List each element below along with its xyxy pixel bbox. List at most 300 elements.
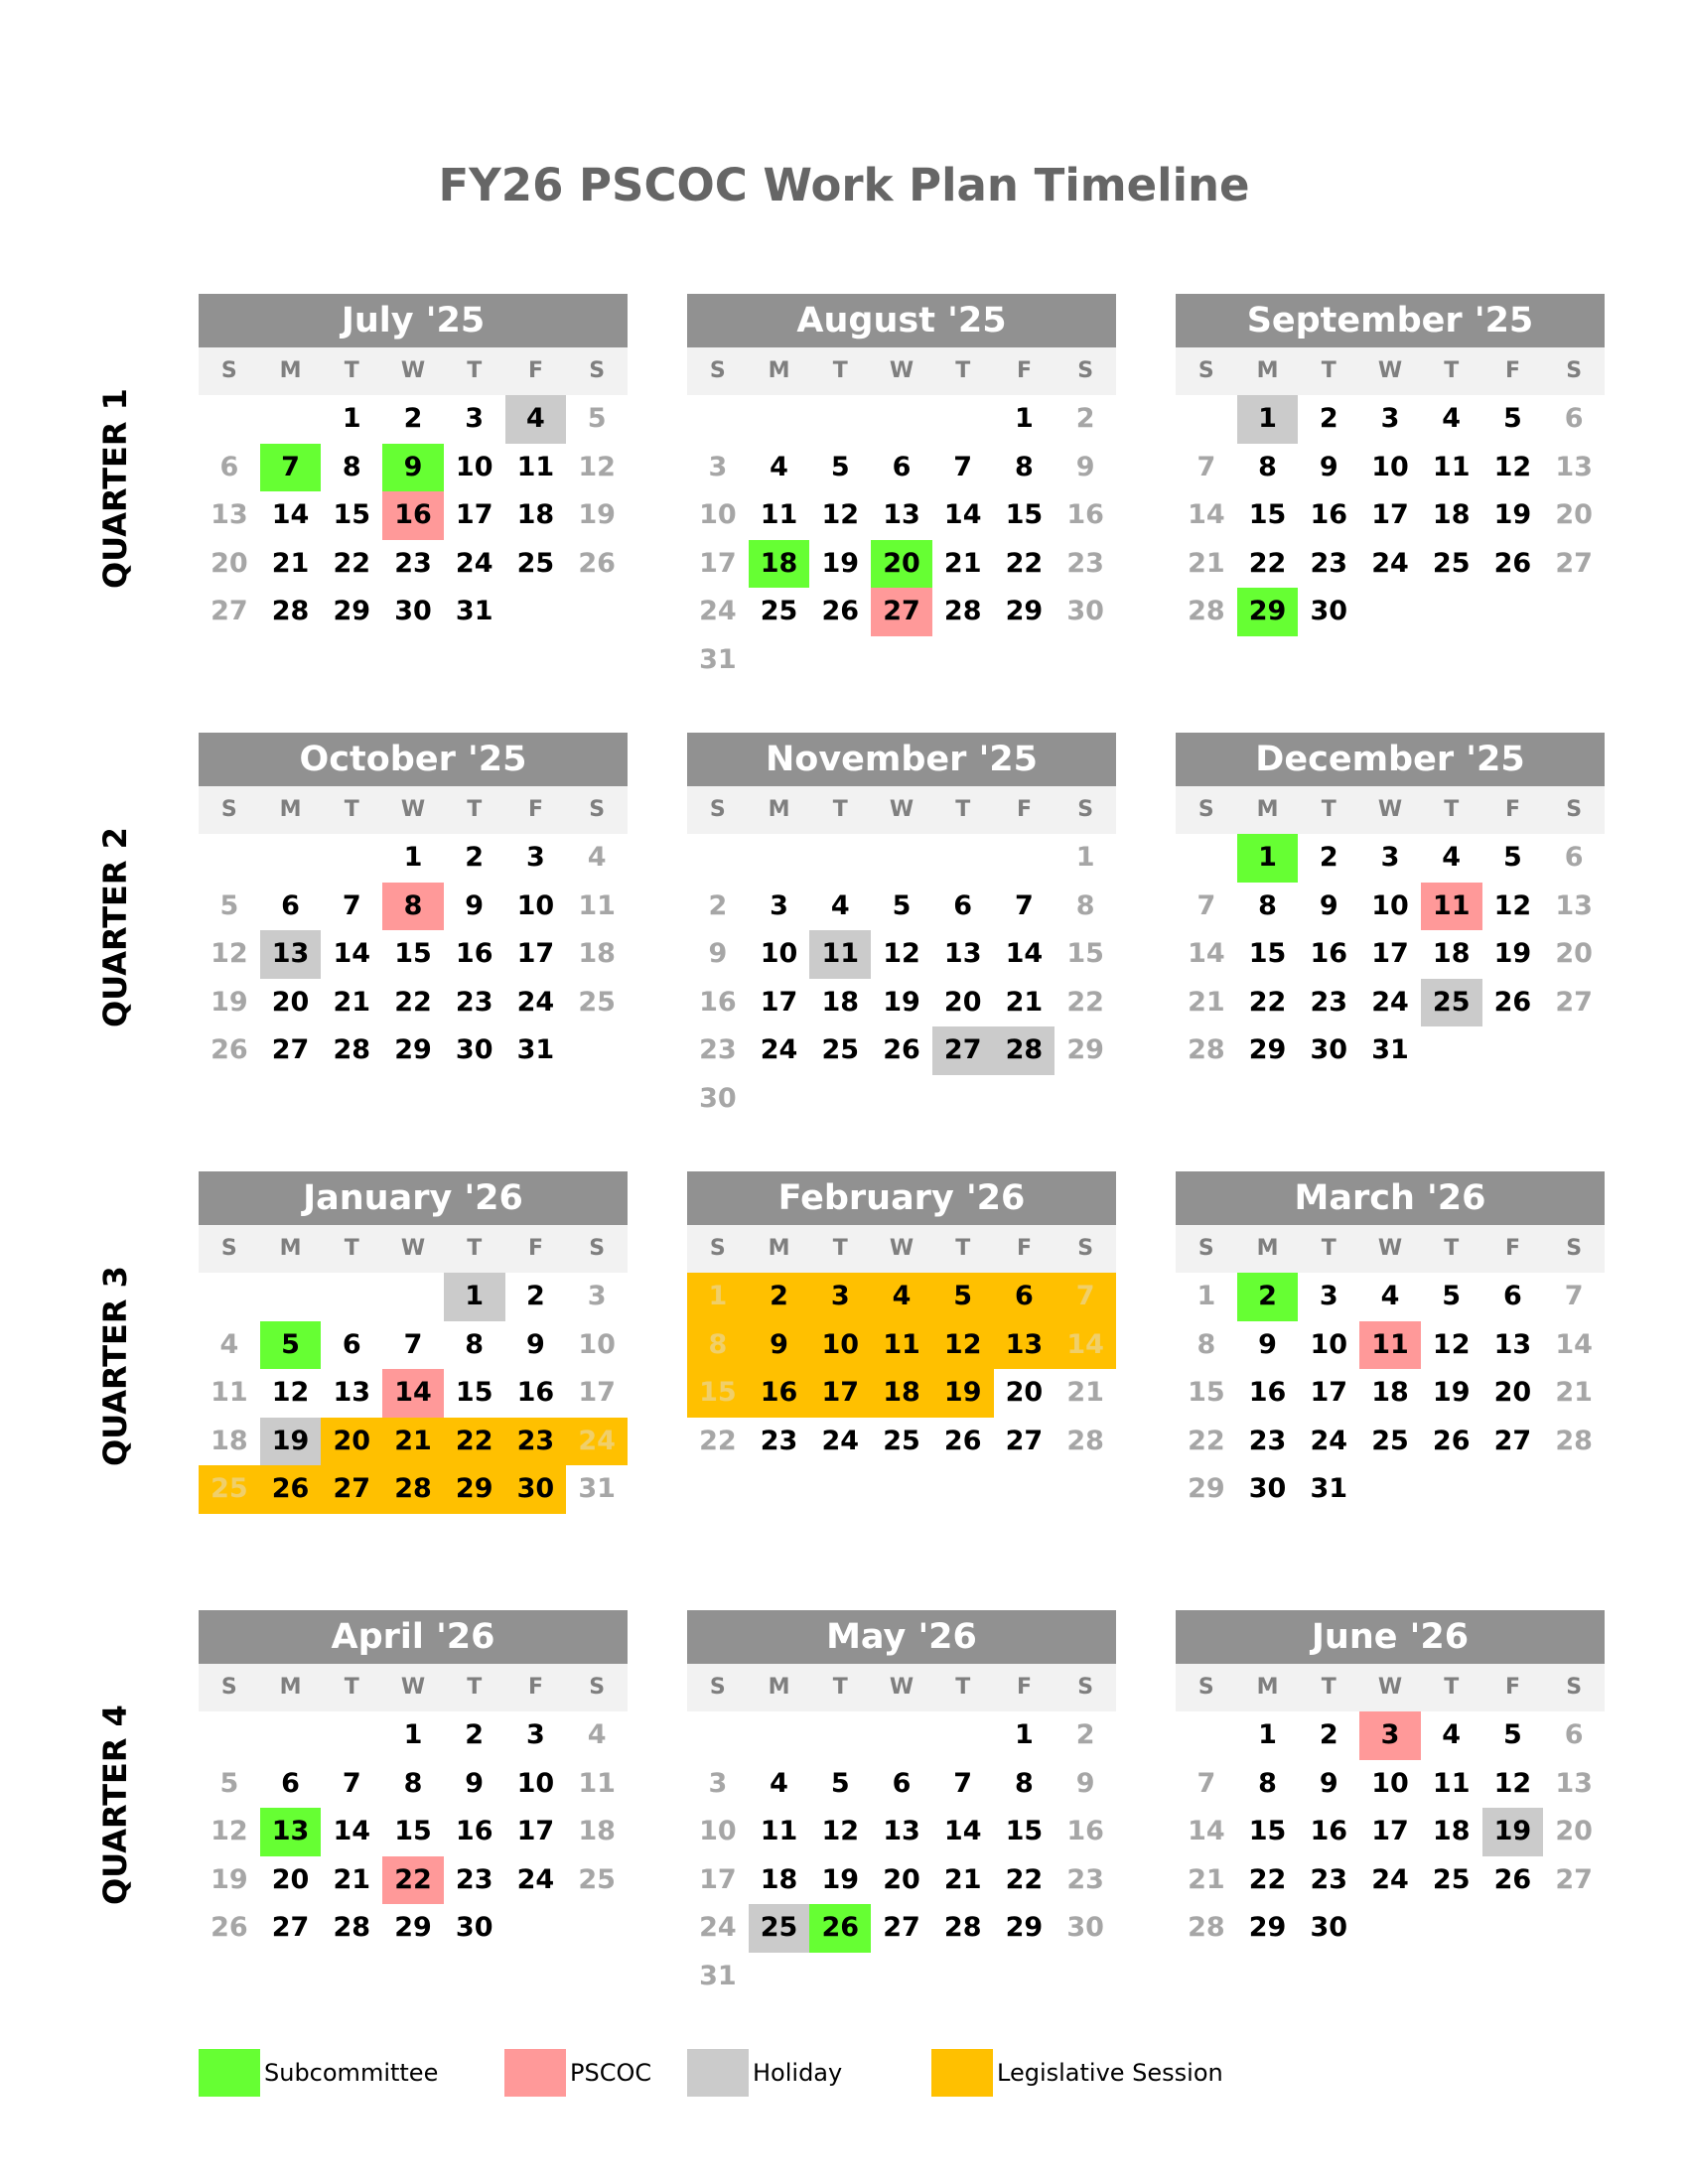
day-cell: 2 <box>708 889 728 921</box>
weekday-label: S <box>1566 1675 1583 1700</box>
day-cell: 3 <box>708 451 728 482</box>
day-cell: 1 <box>1075 842 1095 873</box>
weekday-label: S <box>589 1675 606 1700</box>
day-cell: 30 <box>699 1082 737 1114</box>
day-cell: 12 <box>932 1321 994 1370</box>
weekday-row <box>199 786 628 834</box>
day-cell: 9 <box>1319 889 1338 921</box>
day-cell: 12 <box>883 938 920 970</box>
day-cell: 28 <box>271 596 310 627</box>
day-cell: 11 <box>809 930 871 979</box>
day-cell: 16 <box>1066 499 1104 531</box>
day-grid <box>199 1273 628 1514</box>
weekday-label: W <box>889 1675 914 1700</box>
day-cell: 12 <box>271 1377 310 1409</box>
day-cell: 13 <box>1555 889 1593 921</box>
weekday-label: T <box>467 1236 483 1261</box>
day-cell: 14 <box>1188 1816 1225 1847</box>
day-cell: 21 <box>1066 1377 1104 1409</box>
day-cell: 2 <box>1237 1273 1299 1321</box>
month-header: June '26 <box>1176 1610 1605 1664</box>
day-cell: 5 <box>830 451 850 482</box>
day-cell: 29 <box>394 1912 432 1944</box>
day-cell: 27 <box>1555 986 1593 1018</box>
day-cell: 5 <box>587 403 607 434</box>
weekday-label: T <box>955 358 971 383</box>
weekday-label: F <box>1016 358 1032 383</box>
weekday-label: S <box>589 358 606 383</box>
day-cell: 20 <box>271 1863 310 1895</box>
day-cell: 18 <box>1432 938 1471 970</box>
day-cell: 2 <box>1319 842 1338 873</box>
weekday-label: S <box>709 358 726 383</box>
weekday-label: T <box>832 1675 848 1700</box>
weekday-label: S <box>1077 1236 1094 1261</box>
day-cell: 18 <box>1371 1377 1409 1409</box>
day-cell: 20 <box>1005 1377 1044 1409</box>
day-cell: 28 <box>1555 1425 1593 1456</box>
weekday-label: M <box>1256 358 1279 383</box>
day-cell: 3 <box>708 1767 728 1799</box>
day-grid <box>1176 1711 1605 1953</box>
month-header: October '25 <box>199 733 628 786</box>
month-calendar <box>1176 1610 1605 1953</box>
day-cell: 24 <box>1371 1863 1409 1895</box>
day-cell: 23 <box>1066 1863 1104 1895</box>
day-cell: 9 <box>1319 451 1338 482</box>
day-cell: 10 <box>516 889 555 921</box>
empty-cell <box>321 834 382 883</box>
weekday-label: T <box>1444 1236 1460 1261</box>
day-cell: 6 <box>1503 1281 1522 1311</box>
day-cell: 30 <box>455 1034 493 1066</box>
day-cell: 16 <box>749 1369 810 1418</box>
weekday-row <box>199 1664 628 1711</box>
weekday-label: M <box>1256 1675 1279 1700</box>
day-cell: 20 <box>1555 1816 1593 1847</box>
weekday-label: W <box>889 797 914 822</box>
day-cell: 8 <box>1258 1767 1277 1799</box>
weekday-label: T <box>1321 358 1336 383</box>
day-cell: 30 <box>1248 1473 1287 1505</box>
weekday-label: F <box>527 1236 543 1261</box>
day-cell: 14 <box>1188 499 1225 531</box>
weekday-label: T <box>344 1675 359 1700</box>
day-cell: 14 <box>1555 1328 1593 1360</box>
day-cell: 18 <box>516 499 555 531</box>
day-cell: 21 <box>1188 986 1225 1018</box>
day-cell: 2 <box>749 1273 810 1321</box>
day-cell: 15 <box>455 1377 493 1409</box>
day-cell: 22 <box>1248 986 1287 1018</box>
day-cell: 20 <box>211 547 248 579</box>
day-cell: 28 <box>333 1912 371 1944</box>
day-cell: 26 <box>211 1912 248 1944</box>
empty-cell <box>1176 834 1237 883</box>
day-cell: 1 <box>403 842 423 873</box>
day-cell: 21 <box>943 1863 982 1895</box>
day-cell: 16 <box>1066 1816 1104 1847</box>
day-cell: 2 <box>1075 1719 1095 1750</box>
day-cell: 4 <box>770 1767 788 1799</box>
month-header: May '26 <box>687 1610 1116 1664</box>
empty-cell <box>749 834 810 883</box>
day-cell: 10 <box>1371 451 1409 482</box>
day-cell: 28 <box>333 1034 371 1066</box>
weekday-label: W <box>400 1236 426 1261</box>
day-cell: 21 <box>1005 986 1044 1018</box>
day-cell: 27 <box>321 1465 382 1514</box>
empty-cell <box>1176 1711 1237 1760</box>
empty-cell <box>871 834 932 883</box>
weekday-label: S <box>220 797 237 822</box>
day-cell: 19 <box>1493 938 1532 970</box>
day-cell: 16 <box>1310 1816 1348 1847</box>
day-grid <box>1176 1273 1605 1514</box>
day-cell: 25 <box>821 1034 860 1066</box>
day-cell: 19 <box>211 986 248 1018</box>
empty-cell <box>321 1711 382 1760</box>
empty-cell <box>260 1711 322 1760</box>
day-cell: 5 <box>260 1321 322 1370</box>
weekday-label: T <box>832 358 848 383</box>
weekday-label: F <box>1016 797 1032 822</box>
day-cell: 26 <box>821 596 860 627</box>
weekday-label: S <box>589 797 606 822</box>
legend-item <box>199 2049 438 2097</box>
day-cell: 15 <box>1066 938 1104 970</box>
day-cell: 17 <box>516 938 555 970</box>
weekday-label: W <box>1377 797 1403 822</box>
weekday-label: S <box>220 1675 237 1700</box>
weekday-label: F <box>1016 1236 1032 1261</box>
day-cell: 14 <box>943 1816 982 1847</box>
day-cell: 1 <box>1237 834 1299 883</box>
quarter-label-text: QUARTER 2 <box>96 827 134 1027</box>
weekday-label: M <box>768 358 790 383</box>
day-cell: 8 <box>1258 451 1277 482</box>
day-cell: 1 <box>403 1719 423 1750</box>
day-cell: 18 <box>760 1863 798 1895</box>
weekday-label: T <box>1321 797 1336 822</box>
day-cell: 21 <box>382 1418 444 1466</box>
day-cell: 17 <box>1371 1816 1409 1847</box>
day-cell: 23 <box>699 1034 737 1066</box>
day-cell: 26 <box>260 1465 322 1514</box>
day-cell: 4 <box>770 451 788 482</box>
day-cell: 15 <box>394 1816 432 1847</box>
weekday-label: S <box>1077 797 1094 822</box>
empty-cell <box>382 1273 444 1321</box>
weekday-label: F <box>527 358 543 383</box>
day-cell: 26 <box>809 1904 871 1953</box>
day-grid <box>199 395 628 636</box>
empty-cell <box>932 395 994 444</box>
weekday-label: F <box>1504 797 1520 822</box>
day-cell: 24 <box>566 1418 628 1466</box>
day-cell: 23 <box>505 1418 567 1466</box>
weekday-label: S <box>1197 1675 1214 1700</box>
day-cell: 13 <box>211 499 248 531</box>
day-cell: 1 <box>1258 1719 1277 1750</box>
day-grid <box>687 1711 1116 2001</box>
weekday-label: T <box>1321 1675 1336 1700</box>
day-cell: 20 <box>1555 938 1593 970</box>
weekday-row <box>199 347 628 395</box>
day-cell: 24 <box>1371 547 1409 579</box>
day-cell: 3 <box>1380 842 1400 873</box>
weekday-label: F <box>1504 358 1520 383</box>
day-cell: 25 <box>516 547 555 579</box>
weekday-label: T <box>1444 797 1460 822</box>
day-cell: 24 <box>516 1863 555 1895</box>
day-cell: 13 <box>1555 451 1593 482</box>
day-cell: 22 <box>1066 986 1104 1018</box>
day-cell: 7 <box>1196 451 1216 482</box>
day-cell: 1 <box>1196 1281 1216 1311</box>
legend-label: Legislative Session <box>997 2059 1223 2087</box>
day-cell: 8 <box>1015 1767 1034 1799</box>
day-cell: 26 <box>883 1034 920 1066</box>
day-cell: 28 <box>1188 596 1225 627</box>
day-cell: 22 <box>1005 547 1044 579</box>
day-cell: 9 <box>465 889 485 921</box>
month-calendar <box>687 1171 1116 1465</box>
day-cell: 9 <box>1258 1328 1277 1360</box>
day-cell: 4 <box>830 889 850 921</box>
day-cell: 11 <box>578 889 616 921</box>
weekday-label: F <box>1504 1236 1520 1261</box>
day-cell: 24 <box>821 1425 860 1456</box>
day-cell: 16 <box>1310 938 1348 970</box>
weekday-label: W <box>400 1675 426 1700</box>
day-cell: 6 <box>892 1767 912 1799</box>
day-cell: 4 <box>871 1273 932 1321</box>
month-header: September '25 <box>1176 294 1605 347</box>
day-cell: 27 <box>271 1912 310 1944</box>
month-calendar <box>199 1171 628 1514</box>
weekday-label: W <box>1377 1236 1403 1261</box>
day-grid <box>199 834 628 1075</box>
day-cell: 17 <box>1371 499 1409 531</box>
day-cell: 2 <box>465 1719 485 1750</box>
month-calendar <box>687 294 1116 685</box>
day-cell: 27 <box>1493 1425 1532 1456</box>
weekday-row <box>687 1225 1116 1273</box>
empty-cell <box>1176 395 1237 444</box>
day-cell: 17 <box>1371 938 1409 970</box>
day-cell: 1 <box>1015 403 1034 434</box>
month-header: July '25 <box>199 294 628 347</box>
day-cell: 11 <box>578 1767 616 1799</box>
day-cell: 20 <box>271 986 310 1018</box>
weekday-label: S <box>589 1236 606 1261</box>
day-cell: 12 <box>578 451 616 482</box>
day-cell: 26 <box>943 1425 982 1456</box>
day-cell: 30 <box>455 1912 493 1944</box>
day-cell: 9 <box>749 1321 810 1370</box>
day-cell: 24 <box>1371 986 1409 1018</box>
day-cell: 11 <box>1432 1767 1471 1799</box>
day-cell: 11 <box>211 1377 248 1409</box>
day-cell: 11 <box>871 1321 932 1370</box>
day-cell: 25 <box>1432 1863 1471 1895</box>
legend-item <box>504 2049 651 2097</box>
day-cell: 22 <box>1248 547 1287 579</box>
empty-cell <box>749 1711 810 1760</box>
day-cell: 19 <box>932 1369 994 1418</box>
day-cell: 13 <box>883 499 920 531</box>
weekday-label: S <box>1566 797 1583 822</box>
day-cell: 17 <box>455 499 493 531</box>
day-cell: 4 <box>1442 1719 1462 1750</box>
day-cell: 10 <box>809 1321 871 1370</box>
day-cell: 23 <box>455 1863 493 1895</box>
day-cell: 1 <box>444 1273 505 1321</box>
day-cell: 25 <box>749 1904 810 1953</box>
day-cell: 22 <box>1188 1425 1225 1456</box>
day-cell: 10 <box>760 938 798 970</box>
weekday-row <box>687 347 1116 395</box>
weekday-label: W <box>400 358 426 383</box>
weekday-label: W <box>400 797 426 822</box>
day-cell: 23 <box>1310 1863 1348 1895</box>
weekday-label: M <box>279 358 302 383</box>
day-cell: 7 <box>403 1328 423 1360</box>
day-cell: 30 <box>1066 1912 1104 1944</box>
weekday-label: T <box>1444 358 1460 383</box>
day-cell: 7 <box>1564 1281 1584 1311</box>
month-header: February '26 <box>687 1171 1116 1225</box>
month-calendar <box>1176 733 1605 1075</box>
day-cell: 25 <box>1421 979 1482 1027</box>
day-cell: 8 <box>1258 889 1277 921</box>
month-calendar <box>199 294 628 636</box>
day-cell: 22 <box>394 986 432 1018</box>
day-cell: 3 <box>526 1719 545 1750</box>
day-cell: 20 <box>1555 499 1593 531</box>
day-cell: 29 <box>1248 1912 1287 1944</box>
weekday-row <box>687 1664 1116 1711</box>
weekday-label: M <box>768 1675 790 1700</box>
day-cell: 27 <box>1005 1425 1044 1456</box>
day-cell: 8 <box>382 883 444 931</box>
empty-cell <box>809 1711 871 1760</box>
day-cell: 4 <box>1442 842 1462 873</box>
weekday-row <box>199 1225 628 1273</box>
day-cell: 31 <box>578 1473 616 1505</box>
day-cell: 1 <box>342 403 361 434</box>
empty-cell <box>809 834 871 883</box>
weekday-label: T <box>955 797 971 822</box>
day-cell: 11 <box>760 499 798 531</box>
day-cell: 27 <box>1555 547 1593 579</box>
day-cell: 29 <box>394 1034 432 1066</box>
weekday-label: F <box>527 797 543 822</box>
day-cell: 4 <box>587 842 607 873</box>
day-cell: 28 <box>382 1465 444 1514</box>
day-cell: 7 <box>260 444 322 492</box>
day-cell: 31 <box>516 1034 555 1066</box>
day-cell: 30 <box>505 1465 567 1514</box>
day-cell: 21 <box>943 547 982 579</box>
day-cell: 5 <box>219 889 239 921</box>
day-cell: 7 <box>1055 1273 1116 1321</box>
day-cell: 10 <box>699 499 737 531</box>
day-cell: 15 <box>1005 499 1044 531</box>
day-cell: 7 <box>1015 889 1034 921</box>
day-cell: 4 <box>505 395 567 444</box>
day-cell: 10 <box>699 1816 737 1847</box>
day-cell: 3 <box>770 889 788 921</box>
day-cell: 23 <box>455 986 493 1018</box>
month-calendar <box>1176 1171 1605 1514</box>
day-grid <box>687 834 1116 1124</box>
day-cell: 3 <box>1359 1711 1421 1760</box>
day-cell: 1 <box>687 1273 749 1321</box>
day-cell: 23 <box>1066 547 1104 579</box>
day-cell: 11 <box>516 451 555 482</box>
day-cell: 15 <box>687 1369 749 1418</box>
day-cell: 30 <box>1066 596 1104 627</box>
day-cell: 10 <box>1371 889 1409 921</box>
weekday-label: W <box>1377 1675 1403 1700</box>
day-cell: 2 <box>1075 403 1095 434</box>
day-cell: 4 <box>1442 403 1462 434</box>
day-cell: 18 <box>749 540 810 589</box>
month-header: January '26 <box>199 1171 628 1225</box>
day-cell: 21 <box>333 986 371 1018</box>
day-cell: 7 <box>953 1767 973 1799</box>
weekday-label: T <box>467 797 483 822</box>
day-grid <box>1176 395 1605 636</box>
weekday-label: W <box>889 358 914 383</box>
day-cell: 18 <box>1432 1816 1471 1847</box>
weekday-label: W <box>1377 358 1403 383</box>
day-cell: 30 <box>394 596 432 627</box>
day-cell: 14 <box>943 499 982 531</box>
weekday-label: S <box>1566 358 1583 383</box>
day-cell: 24 <box>699 596 737 627</box>
weekday-label: S <box>220 1236 237 1261</box>
day-cell: 18 <box>211 1425 248 1456</box>
day-cell: 23 <box>1248 1425 1287 1456</box>
legend-label: Subcommittee <box>264 2059 439 2087</box>
day-cell: 18 <box>1432 499 1471 531</box>
day-cell: 16 <box>516 1377 555 1409</box>
day-cell: 3 <box>1319 1281 1338 1311</box>
empty-cell <box>994 834 1055 883</box>
day-cell: 8 <box>342 451 361 482</box>
day-cell: 6 <box>994 1273 1055 1321</box>
day-cell: 27 <box>1555 1863 1593 1895</box>
day-cell: 31 <box>1371 1034 1409 1066</box>
day-cell: 17 <box>809 1369 871 1418</box>
day-cell: 2 <box>526 1281 545 1311</box>
weekday-row <box>687 786 1116 834</box>
weekday-label: S <box>709 797 726 822</box>
legend-item <box>931 2049 1223 2097</box>
day-cell: 5 <box>892 889 912 921</box>
day-cell: 19 <box>211 1863 248 1895</box>
day-cell: 14 <box>1005 938 1044 970</box>
day-cell: 11 <box>1421 883 1482 931</box>
day-cell: 2 <box>403 403 423 434</box>
weekday-label: T <box>955 1675 971 1700</box>
day-cell: 16 <box>1248 1377 1287 1409</box>
day-cell: 2 <box>1319 1719 1338 1750</box>
day-cell: 5 <box>1442 1281 1462 1311</box>
